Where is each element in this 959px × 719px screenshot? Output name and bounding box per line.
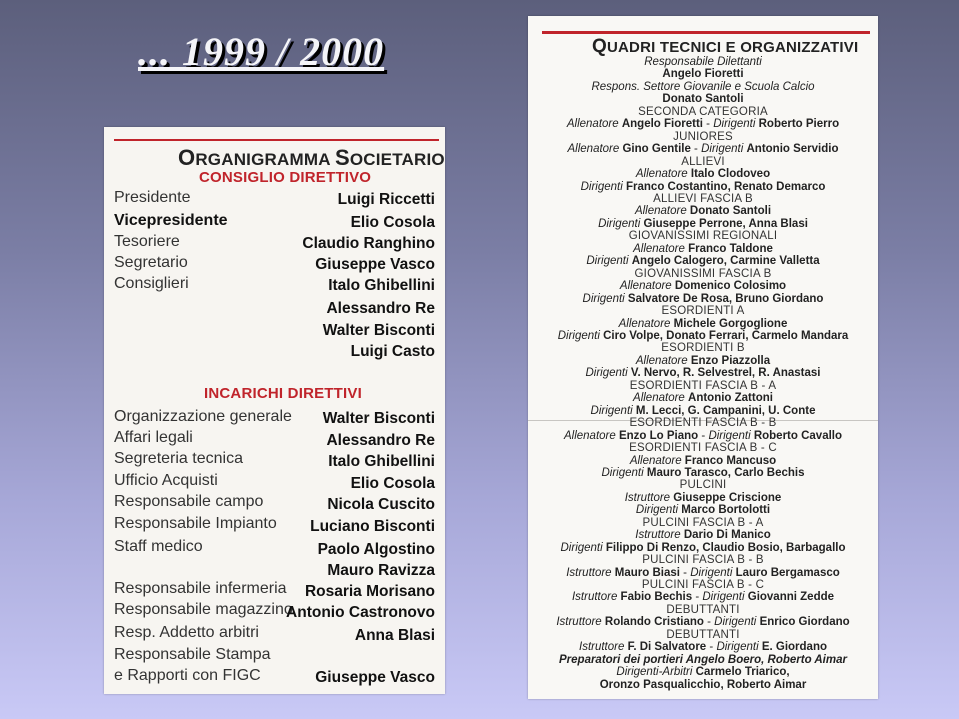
line-segment: Angelo Boero, Roberto Aimar: [685, 653, 847, 666]
line-segment: M. Lecci, G. Campanini, U. Conte: [635, 404, 816, 417]
line-segment: Angelo Fioretti: [621, 118, 703, 131]
line-segment: DEBUTTANTI: [666, 603, 740, 616]
category-heading: [528, 629, 878, 641]
line-segment: Allenatore: [633, 392, 689, 405]
member-name: Anna Blasi: [354, 627, 435, 644]
line-segment: PULCINI FASCIA B - B: [642, 554, 764, 567]
member-name: Giuseppe Vasco: [315, 669, 435, 686]
staff-line: [528, 567, 878, 579]
category-heading: [528, 131, 878, 143]
line-segment: Roberto Pierro: [758, 118, 840, 131]
line-segment: Roberto Cavallo: [753, 429, 843, 442]
role-label: Responsabile Impianto: [114, 515, 277, 532]
member-name: Luigi Riccetti: [337, 191, 435, 208]
line-segment: Donato Santoli: [689, 205, 772, 218]
staff-line: [528, 118, 878, 130]
role-label: Affari legali: [114, 429, 193, 446]
line-segment: Angelo Calogero, Carmine Valletta: [631, 255, 820, 268]
line-segment: ESORDIENTI FASCIA B - A: [629, 379, 777, 392]
red-rule: [114, 139, 439, 141]
line-segment: Dirigenti: [580, 180, 626, 193]
line-segment: Istruttore: [556, 616, 605, 629]
line-segment: Enrico Giordano: [759, 616, 850, 629]
line-segment: Allenatore: [566, 118, 622, 131]
staff-line: [528, 81, 878, 93]
line-segment: Dirigenti: [598, 217, 644, 230]
member-name: Alessandro Re: [326, 300, 435, 317]
line-segment: Preparatori dei portieri: [559, 653, 686, 666]
role-label: Presidente: [114, 189, 191, 206]
line-segment: ESORDIENTI FASCIA B - B: [629, 417, 777, 430]
line-segment: Domenico Colosimo: [674, 280, 787, 293]
staff-line: [528, 218, 878, 230]
line-segment: F. Di Salvatore: [627, 641, 707, 654]
line-segment: Respons. Settore Giovanile e Scuola Calcio: [591, 80, 815, 93]
line-segment: JUNIORES: [673, 130, 733, 143]
line-segment: Franco Taldone: [688, 242, 773, 255]
staff-line: [528, 492, 878, 504]
member-name: Paolo Algostino: [317, 541, 435, 558]
line-segment: Dirigenti: [635, 504, 682, 517]
role-label: Resp. Addetto arbitri: [114, 624, 259, 641]
line-segment: Gino Gentile: [622, 143, 691, 156]
organigramma-clipping: [104, 127, 445, 694]
role-label: Organizzazione generale: [114, 408, 292, 425]
staff-line: [528, 280, 878, 292]
line-segment: -: [706, 641, 717, 654]
staff-line: [528, 293, 878, 305]
line-segment: Dirigenti: [714, 616, 760, 629]
line-segment: Dario Di Manico: [683, 529, 771, 542]
staff-line: [528, 255, 878, 267]
line-segment: Dirigenti: [560, 541, 606, 554]
red-rule: [542, 31, 870, 34]
line-segment: Rolando Cristiano: [604, 616, 704, 629]
line-segment: Dirigenti: [582, 292, 628, 305]
category-heading: [528, 156, 878, 168]
member-name: Walter Bisconti: [322, 322, 435, 339]
line-segment: Allenatore: [635, 168, 691, 181]
line-segment: Enzo Piazzolla: [690, 354, 771, 367]
line-segment: Oronzo Pasqualicchio, Roberto Aimar: [599, 678, 807, 691]
member-name: Walter Bisconti: [322, 410, 435, 427]
staff-line: [528, 56, 878, 68]
line-segment: Franco Mancuso: [684, 454, 777, 467]
role-label: Vicepresidente: [114, 212, 228, 229]
category-heading: [528, 230, 878, 242]
line-segment: Enzo Lo Piano: [618, 429, 699, 442]
line-segment: Giuseppe Criscione: [673, 491, 782, 504]
line-segment: PULCINI FASCIA B - C: [641, 579, 765, 592]
role-label: Responsabile Stampa: [114, 646, 271, 663]
line-segment: Michele Gorgoglione: [673, 317, 788, 330]
role-label: Responsabile magazzino: [114, 601, 293, 618]
role-label: Staff medico: [114, 538, 203, 555]
staff-line: [528, 330, 878, 342]
line-segment: Mauro Tarasco, Carlo Bechis: [646, 466, 805, 479]
staff-line: [528, 467, 878, 479]
line-segment: -: [702, 118, 714, 131]
category-heading: [528, 604, 878, 616]
staff-line: [528, 591, 878, 603]
member-name: Nicola Cuscito: [327, 496, 435, 513]
line-segment: Dirigenti: [708, 429, 754, 442]
line-segment: Allenatore: [563, 429, 619, 442]
staff-line: [528, 666, 878, 678]
line-segment: Angelo Fioretti: [662, 68, 744, 81]
line-segment: Allenatore: [567, 143, 623, 156]
staff-line: [528, 504, 878, 516]
line-segment: Giuseppe Perrone, Anna Blasi: [643, 217, 808, 230]
line-segment: Franco Costantino, Renato Demarco: [626, 180, 826, 193]
line-segment: SECONDA CATEGORIA: [638, 105, 768, 118]
line-segment: Antonio Zattoni: [688, 392, 773, 405]
line-segment: ESORDIENTI A: [661, 305, 745, 318]
member-name: Italo Ghibellini: [328, 277, 435, 294]
staff-line: [528, 355, 878, 367]
line-segment: Dirigenti: [590, 404, 636, 417]
line-segment: Salvatore De Rosa, Bruno Giordano: [627, 292, 824, 305]
staff-line: [528, 205, 878, 217]
line-segment: Marco Bortolotti: [681, 504, 771, 517]
member-name: Giuseppe Vasco: [315, 256, 435, 273]
staff-line: [528, 243, 878, 255]
category-heading: [528, 380, 878, 392]
line-segment: Istruttore: [579, 641, 628, 654]
line-segment: Dirigenti: [690, 566, 736, 579]
line-segment: Fabio Bechis: [620, 591, 693, 604]
line-segment: Dirigenti: [702, 591, 748, 604]
category-heading: [528, 479, 878, 491]
role-label: e Rapporti con FIGC: [114, 667, 261, 684]
line-segment: -: [690, 143, 702, 156]
category-heading: [528, 554, 878, 566]
staff-line: [528, 68, 878, 80]
line-segment: Dirigenti: [586, 255, 632, 268]
line-segment: GIOVANISSIMI REGIONALI: [628, 230, 778, 243]
line-segment: Lauro Bergamasco: [735, 566, 840, 579]
line-segment: PULCINI FASCIA B - A: [642, 516, 764, 529]
line-segment: Antonio Servidio: [746, 143, 839, 156]
member-name: Mauro Ravizza: [327, 562, 435, 579]
line-segment: Dirigenti: [716, 641, 762, 654]
staff-line: [528, 93, 878, 105]
staff-line: [528, 168, 878, 180]
role-label: Responsabile infermeria: [114, 580, 287, 597]
line-segment: Mauro Biasi: [614, 566, 680, 579]
quadri-title: QUADRI TECNICI E ORGANIZZATIVI: [592, 36, 859, 57]
line-segment: -: [679, 566, 691, 579]
staff-line: [528, 392, 878, 404]
member-name: Elio Cosola: [350, 475, 435, 492]
member-name: Alessandro Re: [326, 432, 435, 449]
line-segment: PULCINI: [679, 479, 727, 492]
role-label: Responsabile campo: [114, 493, 264, 510]
line-segment: Carmelo Triarico,: [695, 666, 790, 679]
line-segment: Ciro Volpe, Donato Ferrari, Carmelo Mandara: [603, 329, 849, 342]
member-name: Antonio Castronovo: [286, 604, 435, 621]
member-name: Luigi Casto: [350, 343, 435, 360]
line-segment: Istruttore: [635, 529, 684, 542]
member-name: Luciano Bisconti: [310, 518, 435, 535]
line-segment: Istruttore: [571, 591, 621, 604]
line-segment: Dirigenti: [557, 329, 604, 342]
line-segment: DEBUTTANTI: [666, 628, 740, 641]
member-name: Rosaria Morisano: [304, 583, 435, 600]
role-label: Consiglieri: [114, 275, 189, 292]
staff-line: [528, 641, 878, 653]
quadri-clipping: [528, 16, 878, 699]
category-heading: [528, 342, 878, 354]
line-segment: Istruttore: [566, 566, 615, 579]
line-segment: Donato Santoli: [662, 93, 744, 106]
line-segment: Istruttore: [624, 491, 674, 504]
line-segment: Dirigenti: [601, 466, 647, 479]
staff-line: [528, 529, 878, 541]
role-label: Tesoriere: [114, 233, 180, 250]
staff-line: [528, 679, 878, 691]
line-segment: V. Nervo, R. Selvestrel, R. Anastasi: [630, 367, 821, 380]
staff-line: [528, 143, 878, 155]
category-heading: [528, 442, 878, 454]
staff-line: [528, 455, 878, 467]
staff-line: [528, 181, 878, 193]
line-segment: Allenatore: [619, 280, 675, 293]
line-segment: Dirigenti: [585, 367, 631, 380]
line-segment: Dirigenti: [713, 118, 759, 131]
line-segment: Allenatore: [629, 454, 685, 467]
line-segment: ESORDIENTI B: [661, 342, 745, 355]
staff-line: [528, 405, 878, 417]
slide-title: ... 1999 / 2000: [138, 29, 385, 74]
line-segment: -: [692, 591, 703, 604]
line-segment: -: [703, 616, 715, 629]
member-name: Claudio Ranghino: [302, 235, 435, 252]
line-segment: GIOVANISSIMI FASCIA B: [634, 267, 772, 280]
line-segment: ALLIEVI FASCIA B: [653, 192, 753, 205]
line-segment: Allenatore: [635, 354, 691, 367]
incarichi-heading: INCARICHI DIRETTIVI: [204, 385, 362, 402]
category-heading: [528, 417, 878, 429]
staff-line: [528, 654, 878, 666]
line-segment: Dirigenti-Arbitri: [616, 666, 696, 679]
line-segment: Allenatore: [633, 242, 689, 255]
line-segment: Allenatore: [618, 317, 674, 330]
quadri-list: [528, 56, 878, 691]
line-segment: Italo Clodoveo: [690, 168, 771, 181]
line-segment: Dirigenti: [701, 143, 747, 156]
category-heading: [528, 193, 878, 205]
line-segment: -: [698, 429, 709, 442]
category-heading: [528, 106, 878, 118]
line-segment: Filippo Di Renzo, Claudio Bosio, Barbagallo: [605, 541, 846, 554]
consiglio-heading: CONSIGLIO DIRETTIVO: [199, 169, 372, 186]
member-name: Italo Ghibellini: [328, 453, 435, 470]
line-segment: Allenatore: [634, 205, 690, 218]
line-segment: Responsabile Dilettanti: [644, 56, 762, 68]
organigramma-title: ORGANIGRAMMA SOCIETARIO: [178, 145, 445, 170]
staff-line: [528, 367, 878, 379]
line-segment: Giovanni Zedde: [747, 591, 835, 604]
category-heading: [528, 579, 878, 591]
line-segment: E. Giordano: [761, 641, 827, 654]
role-label: Ufficio Acquisti: [114, 472, 218, 489]
member-name: Elio Cosola: [350, 214, 435, 231]
staff-line: [528, 616, 878, 628]
role-label: Segretario: [114, 254, 188, 271]
category-heading: [528, 305, 878, 317]
category-heading: [528, 517, 878, 529]
line-segment: ESORDIENTI FASCIA B - C: [629, 442, 777, 455]
line-segment: ALLIEVI: [681, 155, 725, 168]
staff-line: [528, 318, 878, 330]
staff-line: [528, 542, 878, 554]
staff-line: [528, 430, 878, 442]
category-heading: [528, 268, 878, 280]
role-label: Segreteria tecnica: [114, 450, 243, 467]
